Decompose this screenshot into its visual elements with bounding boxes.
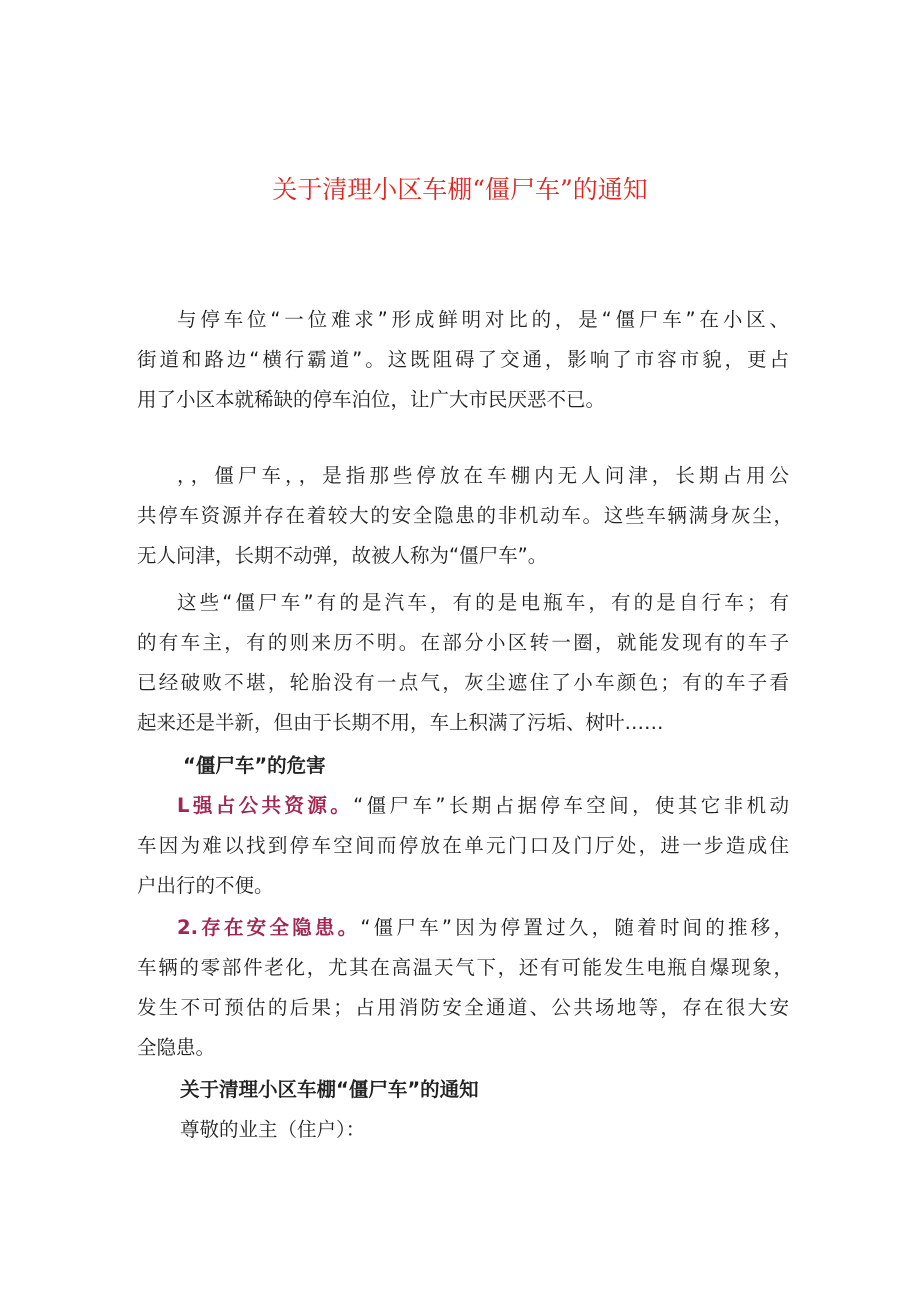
harm-item-2-label: 2.存在安全隐患。 <box>177 916 361 939</box>
section-heading-harm: “僵尸车”的危害 <box>183 754 326 777</box>
greeting: 尊敬的业主（住户）： <box>180 1118 366 1141</box>
paragraph-line: 这些“僵尸车”有的是汽车，有的是电瓶车，有的是自行车；有 <box>177 591 789 614</box>
paragraph-line: 共停车资源并存在着较大的安全隐患的非机动车。这些车辆满身灰尘， <box>137 504 793 527</box>
document-title: 关于清理小区车棚“僵尸车”的通知 <box>272 175 648 204</box>
paragraph-line: 起来还是半新，但由于长期不用，车上积满了污垢、树叶…… <box>137 711 664 734</box>
paragraph-line: 全隐患。 <box>137 1036 216 1059</box>
paragraph-line: 车因为难以找到停车空间而停放在单元门口及门厅处，进一步造成住 <box>137 834 789 857</box>
paragraph-line: 发生不可预估的后果；占用消防安全通道、公共场地等，存在很大安 <box>137 996 789 1019</box>
paragraph-line: 已经破败不堪，轮胎没有一点气，灰尘遮住了小车颜色；有的车子看 <box>137 671 789 694</box>
harm-item-2-line <box>177 915 793 941</box>
section-heading-notice: 关于清理小区车棚“僵尸车”的通知 <box>180 1078 479 1101</box>
paragraph-line: 户出行的不便。 <box>137 874 274 897</box>
harm-item-1-label: L强占公共资源。 <box>177 794 354 817</box>
paragraph-line: 用了小区本就稀缺的停车泊位，让广大市民厌恶不已。 <box>137 388 606 411</box>
paragraph-line: 街道和路边“横行霸道”。这既阻碍了交通，影响了市容市貌，更占 <box>137 348 789 371</box>
paragraph-line: 与停车位“一位难求”形成鲜明对比的，是“僵尸车”在小区、 <box>177 308 789 331</box>
harm-item-2-text: “僵尸车”因为停置过久，随着时间的推移， <box>360 916 793 939</box>
paragraph-line: 无人问津，长期不动弹，故被人称为“僵尸车”。 <box>137 544 548 567</box>
harm-item-1-line <box>177 793 789 819</box>
harm-item-1-text: “僵尸车”长期占据停车空间，使其它非机动 <box>353 794 789 817</box>
paragraph-line: 车辆的零部件老化，尤其在高温天气下，还有可能发生电瓶自爆现象， <box>137 956 793 979</box>
paragraph-line: ，，僵尸车，，是指那些停放在车棚内无人问津，长期占用公 <box>177 464 789 487</box>
paragraph-line: 的有车主，有的则来历不明。在部分小区转一圈，就能发现有的车子 <box>137 631 789 654</box>
